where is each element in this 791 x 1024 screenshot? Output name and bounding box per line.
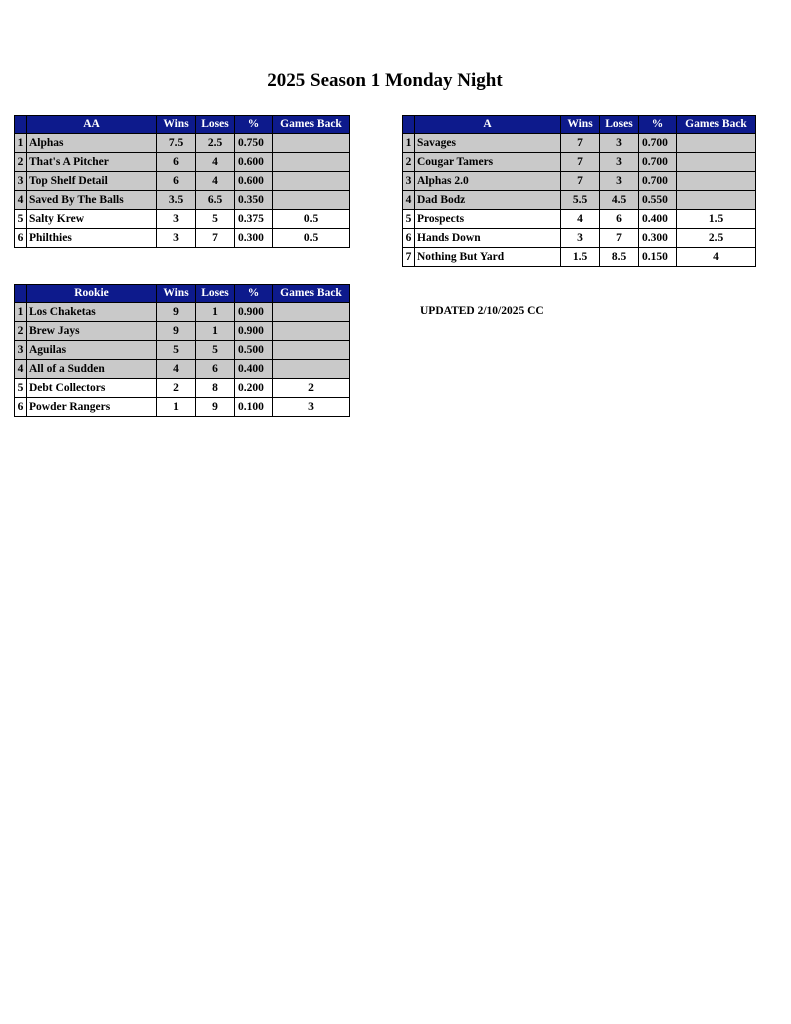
table-row — [403, 248, 756, 267]
team-name-cell: Savages — [415, 134, 561, 153]
table-row — [15, 303, 350, 322]
games-back-cell — [677, 172, 756, 191]
team-name-cell: Debt Collectors — [27, 379, 157, 398]
table-row — [403, 134, 756, 153]
team-name-cell: Brew Jays — [27, 322, 157, 341]
rank-cell: 5 — [403, 210, 415, 229]
games-back-cell — [273, 303, 350, 322]
rank-cell: 3 — [15, 172, 27, 191]
games-back-cell — [273, 360, 350, 379]
wins-cell: 9 — [157, 303, 196, 322]
rank-header-cell — [15, 116, 27, 134]
games-back-cell: 4 — [677, 248, 756, 267]
team-name-cell: Powder Rangers — [27, 398, 157, 417]
loses-cell: 8 — [196, 379, 235, 398]
rank-cell: 6 — [15, 398, 27, 417]
pct-cell: 0.400 — [235, 360, 273, 379]
pct-cell: 0.300 — [639, 229, 677, 248]
loses-header: Loses — [600, 116, 639, 134]
pct-cell: 0.550 — [639, 191, 677, 210]
standings-table-a — [402, 115, 756, 267]
loses-cell: 9 — [196, 398, 235, 417]
games-back-cell — [677, 191, 756, 210]
wins-cell: 7 — [561, 134, 600, 153]
team-name-cell: Cougar Tamers — [415, 153, 561, 172]
table-header-row — [15, 285, 350, 303]
loses-cell: 6 — [196, 360, 235, 379]
table-header-row — [403, 116, 756, 134]
games-back-cell — [677, 134, 756, 153]
rank-cell: 2 — [403, 153, 415, 172]
rank-cell: 2 — [15, 153, 27, 172]
rank-cell: 6 — [15, 229, 27, 248]
pct-cell: 0.350 — [235, 191, 273, 210]
rank-cell: 4 — [15, 191, 27, 210]
loses-cell: 3 — [600, 153, 639, 172]
games-back-cell — [273, 322, 350, 341]
pct-cell: 0.600 — [235, 172, 273, 191]
wins-cell: 1.5 — [561, 248, 600, 267]
pct-cell: 0.700 — [639, 153, 677, 172]
team-name-cell: Philthies — [27, 229, 157, 248]
games-back-cell — [273, 191, 350, 210]
games-back-cell: 2.5 — [677, 229, 756, 248]
team-name-cell: All of a Sudden — [27, 360, 157, 379]
rank-cell: 5 — [15, 210, 27, 229]
wins-cell: 5 — [157, 341, 196, 360]
loses-cell: 4 — [196, 153, 235, 172]
table-row — [403, 229, 756, 248]
pct-cell: 0.500 — [235, 341, 273, 360]
pct-cell: 0.100 — [235, 398, 273, 417]
table-row — [15, 360, 350, 379]
games-back-cell: 0.5 — [273, 229, 350, 248]
table-row — [403, 191, 756, 210]
loses-cell: 5 — [196, 341, 235, 360]
rank-header-cell — [403, 116, 415, 134]
wins-cell: 5.5 — [561, 191, 600, 210]
table-row — [15, 229, 350, 248]
team-name-cell: Salty Krew — [27, 210, 157, 229]
games-back-cell — [273, 134, 350, 153]
loses-cell: 6 — [600, 210, 639, 229]
loses-cell: 7 — [600, 229, 639, 248]
team-name-cell: Saved By The Balls — [27, 191, 157, 210]
pct-cell: 0.300 — [235, 229, 273, 248]
games-back-cell — [273, 172, 350, 191]
games-back-cell: 1.5 — [677, 210, 756, 229]
loses-cell: 1 — [196, 303, 235, 322]
games-back-cell — [273, 153, 350, 172]
rank-cell: 6 — [403, 229, 415, 248]
loses-cell: 6.5 — [196, 191, 235, 210]
rank-cell: 3 — [15, 341, 27, 360]
wins-header: Wins — [157, 285, 196, 303]
table-row — [15, 210, 350, 229]
wins-cell: 7.5 — [157, 134, 196, 153]
rank-cell: 1 — [403, 134, 415, 153]
games-back-header: Games Back — [677, 116, 756, 134]
table-row — [403, 210, 756, 229]
pct-cell: 0.700 — [639, 134, 677, 153]
wins-cell: 9 — [157, 322, 196, 341]
rank-cell: 1 — [15, 134, 27, 153]
loses-cell: 4 — [196, 172, 235, 191]
games-back-cell: 3 — [273, 398, 350, 417]
wins-cell: 4 — [561, 210, 600, 229]
wins-cell: 6 — [157, 153, 196, 172]
rank-cell: 3 — [403, 172, 415, 191]
team-name-cell: Prospects — [415, 210, 561, 229]
loses-cell: 8.5 — [600, 248, 639, 267]
division-name-header: A — [415, 116, 561, 134]
loses-cell: 7 — [196, 229, 235, 248]
pct-cell: 0.150 — [639, 248, 677, 267]
pct-cell: 0.400 — [639, 210, 677, 229]
rank-cell: 4 — [403, 191, 415, 210]
pct-cell: 0.600 — [235, 153, 273, 172]
standings-table-body — [15, 285, 350, 417]
loses-cell: 3 — [600, 172, 639, 191]
wins-header: Wins — [561, 116, 600, 134]
pct-cell: 0.375 — [235, 210, 273, 229]
table-row — [15, 172, 350, 191]
team-name-cell: Alphas 2.0 — [415, 172, 561, 191]
pct-header: % — [639, 116, 677, 134]
loses-cell: 3 — [600, 134, 639, 153]
rank-cell: 5 — [15, 379, 27, 398]
games-back-header: Games Back — [273, 116, 350, 134]
table-row — [15, 322, 350, 341]
games-back-cell: 0.5 — [273, 210, 350, 229]
rank-cell: 7 — [403, 248, 415, 267]
team-name-cell: Hands Down — [415, 229, 561, 248]
wins-cell: 3 — [157, 229, 196, 248]
team-name-cell: Alphas — [27, 134, 157, 153]
updated-note: UPDATED 2/10/2025 CC — [420, 305, 544, 317]
team-name-cell: Aguilas — [27, 341, 157, 360]
wins-cell: 7 — [561, 153, 600, 172]
pct-cell: 0.900 — [235, 322, 273, 341]
loses-header: Loses — [196, 285, 235, 303]
rank-header-cell — [15, 285, 27, 303]
team-name-cell: Los Chaketas — [27, 303, 157, 322]
wins-cell: 3 — [157, 210, 196, 229]
table-row — [403, 172, 756, 191]
loses-cell: 2.5 — [196, 134, 235, 153]
pct-cell: 0.900 — [235, 303, 273, 322]
rank-cell: 4 — [15, 360, 27, 379]
loses-cell: 1 — [196, 322, 235, 341]
pct-cell: 0.700 — [639, 172, 677, 191]
team-name-cell: That's A Pitcher — [27, 153, 157, 172]
table-header-row — [15, 116, 350, 134]
team-name-cell: Nothing But Yard — [415, 248, 561, 267]
table-row — [403, 153, 756, 172]
games-back-cell: 2 — [273, 379, 350, 398]
pct-cell: 0.200 — [235, 379, 273, 398]
rank-cell: 1 — [15, 303, 27, 322]
loses-cell: 4.5 — [600, 191, 639, 210]
table-row — [15, 153, 350, 172]
team-name-cell: Top Shelf Detail — [27, 172, 157, 191]
table-row — [15, 398, 350, 417]
pct-header: % — [235, 116, 273, 134]
wins-cell: 4 — [157, 360, 196, 379]
standings-table-rookie — [14, 284, 350, 417]
loses-header: Loses — [196, 116, 235, 134]
wins-cell: 1 — [157, 398, 196, 417]
wins-cell: 2 — [157, 379, 196, 398]
table-row — [15, 134, 350, 153]
wins-cell: 6 — [157, 172, 196, 191]
rank-cell: 2 — [15, 322, 27, 341]
standings-table-body — [15, 116, 350, 248]
loses-cell: 5 — [196, 210, 235, 229]
games-back-cell — [273, 341, 350, 360]
team-name-cell: Dad Bodz — [415, 191, 561, 210]
standings-table-aa — [14, 115, 350, 248]
division-name-header: AA — [27, 116, 157, 134]
wins-header: Wins — [157, 116, 196, 134]
table-row — [15, 379, 350, 398]
table-row — [15, 191, 350, 210]
games-back-header: Games Back — [273, 285, 350, 303]
pct-cell: 0.750 — [235, 134, 273, 153]
table-row — [15, 341, 350, 360]
page-title: 2025 Season 1 Monday Night — [267, 70, 503, 91]
pct-header: % — [235, 285, 273, 303]
wins-cell: 3.5 — [157, 191, 196, 210]
standings-table-body — [403, 116, 756, 267]
games-back-cell — [677, 153, 756, 172]
division-name-header: Rookie — [27, 285, 157, 303]
wins-cell: 3 — [561, 229, 600, 248]
wins-cell: 7 — [561, 172, 600, 191]
